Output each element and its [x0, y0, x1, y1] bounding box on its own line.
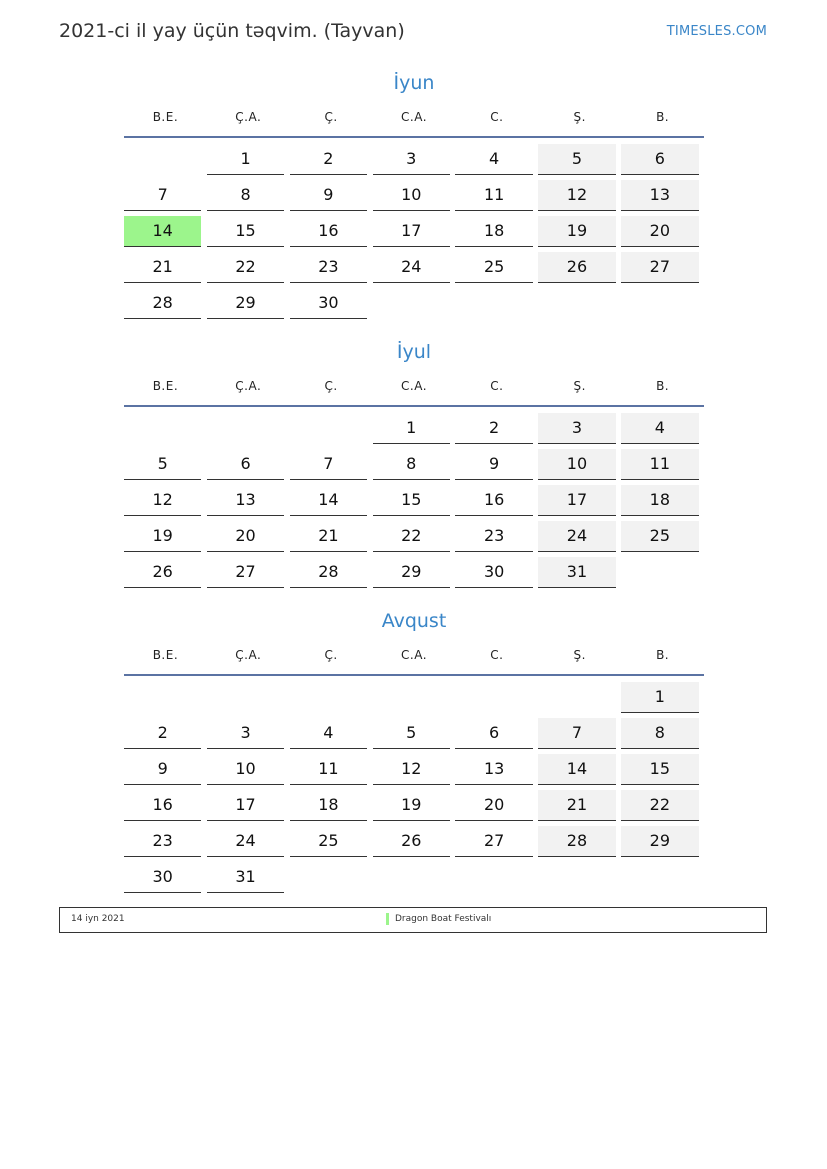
day-cell[interactable]: 21	[538, 790, 615, 821]
weekday-label: Ç.A.	[235, 110, 262, 124]
holiday-color-marker	[386, 913, 389, 925]
day-cell[interactable]: 19	[373, 790, 450, 821]
day-cell[interactable]: 19	[124, 521, 201, 552]
month-august	[124, 606, 704, 898]
week-row	[124, 682, 704, 718]
day-cell[interactable]: 27	[621, 252, 698, 283]
day-cell[interactable]: 16	[124, 790, 201, 821]
month-title: Avqust	[381, 610, 447, 632]
day-cell[interactable]: 1	[373, 413, 450, 444]
weekday-label: C.A.	[401, 648, 428, 662]
day-cell[interactable]: 20	[207, 521, 284, 552]
week-row	[124, 718, 704, 754]
day-cell[interactable]: 7	[538, 718, 615, 749]
week-row	[124, 216, 704, 252]
empty-cell	[207, 413, 284, 443]
weekday-header	[124, 636, 704, 676]
weekday-header	[124, 367, 704, 407]
empty-cell	[373, 682, 450, 712]
empty-cell	[621, 862, 698, 892]
day-cell[interactable]: 21	[124, 252, 201, 283]
day-cell[interactable]: 11	[455, 180, 532, 211]
day-cell[interactable]: 14	[290, 485, 367, 516]
day-cell[interactable]: 6	[621, 144, 698, 175]
day-cell[interactable]: 22	[207, 252, 284, 283]
week-row	[124, 252, 704, 288]
day-cell[interactable]: 14	[124, 216, 201, 247]
empty-cell	[290, 413, 367, 443]
site-link[interactable]: TIMESLES.COM	[666, 24, 767, 39]
day-cell[interactable]: 29	[207, 288, 284, 319]
day-grid	[124, 413, 704, 593]
empty-cell	[290, 682, 367, 712]
day-cell[interactable]: 6	[207, 449, 284, 480]
day-cell[interactable]: 10	[373, 180, 450, 211]
week-row	[124, 557, 704, 593]
day-cell[interactable]: 8	[373, 449, 450, 480]
day-cell[interactable]: 4	[290, 718, 367, 749]
month-july	[124, 337, 704, 593]
week-row	[124, 521, 704, 557]
empty-cell	[455, 682, 532, 712]
weekday-label: Ç.A.	[235, 379, 262, 393]
day-cell[interactable]: 15	[373, 485, 450, 516]
empty-cell	[373, 288, 450, 318]
day-cell[interactable]: 8	[621, 718, 698, 749]
day-cell[interactable]: 20	[621, 216, 698, 247]
day-cell[interactable]: 3	[373, 144, 450, 175]
empty-cell	[373, 862, 450, 892]
day-cell[interactable]: 19	[538, 216, 615, 247]
day-cell[interactable]: 27	[455, 826, 532, 857]
day-cell[interactable]: 10	[538, 449, 615, 480]
week-row	[124, 754, 704, 790]
empty-cell	[290, 862, 367, 892]
day-cell[interactable]: 12	[124, 485, 201, 516]
day-cell[interactable]: 7	[290, 449, 367, 480]
month-title: İyul	[396, 341, 432, 363]
day-cell[interactable]: 11	[621, 449, 698, 480]
empty-cell	[455, 862, 532, 892]
day-cell[interactable]: 13	[207, 485, 284, 516]
day-cell[interactable]: 3	[538, 413, 615, 444]
day-cell[interactable]: 9	[455, 449, 532, 480]
empty-cell	[207, 682, 284, 712]
week-row	[124, 485, 704, 521]
month-title: İyun	[393, 72, 435, 94]
day-cell[interactable]: 23	[290, 252, 367, 283]
day-cell[interactable]: 27	[207, 557, 284, 588]
empty-cell	[621, 288, 698, 318]
day-cell[interactable]: 29	[373, 557, 450, 588]
weekday-label: Ş.	[573, 648, 586, 662]
day-cell[interactable]: 10	[207, 754, 284, 785]
empty-cell	[124, 682, 201, 712]
weekday-label: B.E.	[152, 110, 179, 124]
weekday-label: C.A.	[401, 379, 428, 393]
empty-cell	[455, 288, 532, 318]
day-cell[interactable]: 8	[207, 180, 284, 211]
day-cell[interactable]: 26	[538, 252, 615, 283]
week-row	[124, 180, 704, 216]
day-cell[interactable]: 17	[207, 790, 284, 821]
weekday-label: C.	[490, 110, 504, 124]
day-cell[interactable]: 25	[455, 252, 532, 283]
empty-cell	[124, 413, 201, 443]
empty-cell	[621, 557, 698, 587]
page-title: 2021-ci il yay üçün təqvim. (Tayvan)	[59, 20, 405, 42]
month-june	[124, 68, 704, 324]
legend-date: 14 iyn 2021	[71, 914, 125, 924]
weekday-label: Ç.	[324, 648, 338, 662]
day-cell[interactable]: 25	[290, 826, 367, 857]
holiday-legend	[59, 907, 767, 933]
day-cell[interactable]: 30	[290, 288, 367, 319]
week-row	[124, 144, 704, 180]
day-cell[interactable]: 18	[290, 790, 367, 821]
day-grid	[124, 144, 704, 324]
week-row	[124, 790, 704, 826]
day-cell[interactable]: 20	[455, 790, 532, 821]
week-row	[124, 288, 704, 324]
day-cell[interactable]: 25	[621, 521, 698, 552]
day-cell[interactable]: 31	[207, 862, 284, 893]
empty-cell	[538, 862, 615, 892]
day-cell[interactable]: 15	[621, 754, 698, 785]
empty-cell	[538, 288, 615, 318]
day-cell[interactable]: 1	[207, 144, 284, 175]
day-cell[interactable]: 2	[124, 718, 201, 749]
weekday-label: Ş.	[573, 379, 586, 393]
day-cell[interactable]: 24	[373, 252, 450, 283]
day-cell[interactable]: 4	[621, 413, 698, 444]
empty-cell	[124, 144, 201, 174]
weekday-label: Ç.A.	[235, 648, 262, 662]
day-cell[interactable]: 24	[538, 521, 615, 552]
day-cell[interactable]: 22	[373, 521, 450, 552]
weekday-label: B.	[656, 648, 670, 662]
weekday-label: C.A.	[401, 110, 428, 124]
day-cell[interactable]: 22	[621, 790, 698, 821]
day-cell[interactable]: 23	[124, 826, 201, 857]
day-cell[interactable]: 2	[455, 413, 532, 444]
weekday-label: Ş.	[573, 110, 586, 124]
weekday-label: Ç.	[324, 379, 338, 393]
day-grid	[124, 682, 704, 898]
day-cell[interactable]: 9	[290, 180, 367, 211]
day-cell[interactable]: 11	[290, 754, 367, 785]
day-cell[interactable]: 24	[207, 826, 284, 857]
day-cell[interactable]: 29	[621, 826, 698, 857]
day-cell[interactable]: 15	[207, 216, 284, 247]
day-cell[interactable]: 17	[373, 216, 450, 247]
day-cell[interactable]: 17	[538, 485, 615, 516]
day-cell[interactable]: 12	[373, 754, 450, 785]
weekday-header	[124, 98, 704, 138]
day-cell[interactable]: 5	[124, 449, 201, 480]
weekday-label: B.	[656, 379, 670, 393]
day-cell[interactable]: 18	[621, 485, 698, 516]
day-cell[interactable]: 6	[455, 718, 532, 749]
day-cell[interactable]: 28	[290, 557, 367, 588]
day-cell[interactable]: 5	[538, 144, 615, 175]
day-cell[interactable]: 14	[538, 754, 615, 785]
day-cell[interactable]: 21	[290, 521, 367, 552]
day-cell[interactable]: 30	[455, 557, 532, 588]
weekday-label: B.E.	[152, 648, 179, 662]
day-cell[interactable]: 9	[124, 754, 201, 785]
day-cell[interactable]: 1	[621, 682, 698, 713]
week-row	[124, 413, 704, 449]
day-cell[interactable]: 16	[455, 485, 532, 516]
day-cell[interactable]: 3	[207, 718, 284, 749]
day-cell[interactable]: 2	[290, 144, 367, 175]
day-cell[interactable]: 31	[538, 557, 615, 588]
week-row	[124, 826, 704, 862]
weekday-label: C.	[490, 379, 504, 393]
weekday-label: B.E.	[152, 379, 179, 393]
day-cell[interactable]: 28	[538, 826, 615, 857]
legend-holiday-name: Dragon Boat Festivalı	[395, 914, 492, 924]
empty-cell	[538, 682, 615, 712]
day-cell[interactable]: 5	[373, 718, 450, 749]
day-cell[interactable]: 13	[455, 754, 532, 785]
day-cell[interactable]: 23	[455, 521, 532, 552]
weekday-label: Ç.	[324, 110, 338, 124]
day-cell[interactable]: 26	[373, 826, 450, 857]
day-cell[interactable]: 4	[455, 144, 532, 175]
day-cell[interactable]: 16	[290, 216, 367, 247]
weekday-label: B.	[656, 110, 670, 124]
week-row	[124, 862, 704, 898]
day-cell[interactable]: 28	[124, 288, 201, 319]
day-cell[interactable]: 30	[124, 862, 201, 893]
weekday-label: C.	[490, 648, 504, 662]
day-cell[interactable]: 13	[621, 180, 698, 211]
day-cell[interactable]: 26	[124, 557, 201, 588]
week-row	[124, 449, 704, 485]
day-cell[interactable]: 7	[124, 180, 201, 211]
day-cell[interactable]: 12	[538, 180, 615, 211]
day-cell[interactable]: 18	[455, 216, 532, 247]
